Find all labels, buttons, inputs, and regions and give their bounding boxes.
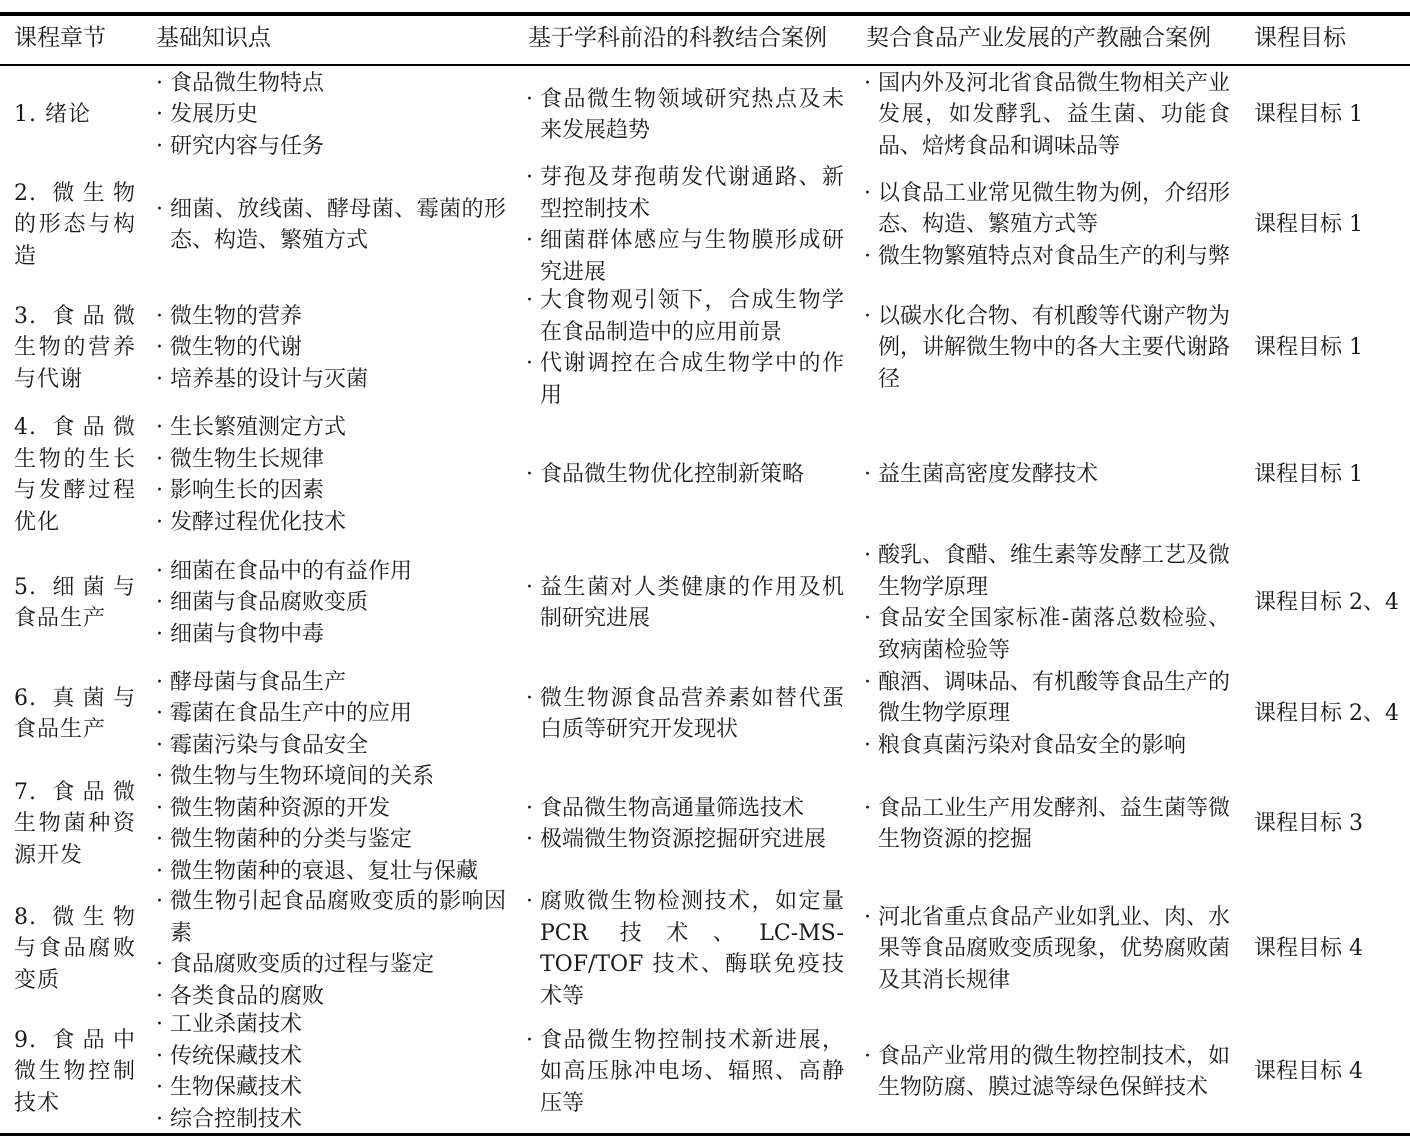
science-case-cell	[526, 762, 844, 886]
bullet-item: · 各类食品的腐败	[156, 981, 506, 1013]
chapter-cell	[14, 1012, 136, 1132]
course-goal-text: 课程目标 1	[1254, 102, 1363, 128]
bullet-item: · 发酵过程优化技术	[156, 507, 506, 539]
bullet-item: · 综合控制技术	[156, 1104, 506, 1136]
course-goal-cell	[1254, 540, 1410, 666]
bullet-item: · 以食品工业常见微生物为例，介绍形态、构造、繁殖方式等	[864, 178, 1230, 241]
bullet-item: · 霉菌在食品生产中的应用	[156, 698, 506, 730]
bullet-item: · 食品产业常用的微生物控制技术，如生物防腐、膜过滤等绿色保鲜技术	[864, 1041, 1230, 1104]
knowledge-cell	[156, 886, 506, 1012]
course-goal-text: 课程目标 3	[1254, 811, 1363, 837]
column-header-knowledge: 基础知识点	[156, 25, 271, 51]
bullet-item: · 酵母菌与食品生产	[156, 667, 506, 699]
knowledge-cell	[156, 540, 506, 666]
course-goal-text: 课程目标 4	[1254, 1059, 1363, 1085]
bullet-item: · 微生物的营养	[156, 301, 506, 333]
chapter-cell	[14, 410, 136, 540]
bullet-item: · 以碳水化合物、有机酸等代谢产物为例，讲解微生物中的各大主要代谢路径	[864, 301, 1230, 396]
course-goal-text: 课程目标 1	[1254, 462, 1363, 488]
chapter-title: 2. 微生物的形态与构造	[14, 180, 136, 269]
course-goal-cell	[1254, 886, 1410, 1012]
chapter-title: 5. 细菌与食品生产	[14, 574, 136, 631]
chapter-cell	[14, 286, 136, 410]
chapter-cell	[14, 762, 136, 886]
course-goal-text: 课程目标 4	[1254, 936, 1363, 962]
course-goal-cell	[1254, 1012, 1410, 1132]
science-case-cell	[526, 886, 844, 1012]
bullet-item: · 生物保藏技术	[156, 1072, 506, 1104]
chapter-title: 1. 绪论	[14, 102, 91, 128]
column-header-science-cases: 基于学科前沿的科教结合案例	[528, 25, 827, 51]
bullet-item: · 微生物与生物环境间的关系	[156, 761, 506, 793]
bullet-item: · 极端微生物资源挖掘研究进展	[526, 824, 844, 856]
knowledge-cell	[156, 666, 506, 762]
table-top-rule	[0, 12, 1410, 16]
chapter-title: 3. 食品微生物的营养与代谢	[14, 303, 136, 392]
industry-case-cell	[864, 666, 1230, 762]
bullet-item: · 细菌群体感应与生物膜形成研究进展	[526, 225, 844, 288]
bullet-item: · 食品安全国家标准-菌落总数检验、致病菌检验等	[864, 603, 1230, 666]
knowledge-cell	[156, 762, 506, 886]
industry-case-cell	[864, 762, 1230, 886]
bullet-item: · 酸乳、食醋、维生素等发酵工艺及微生物学原理	[864, 540, 1230, 603]
bullet-item: · 食品微生物领域研究热点及未来发展趋势	[526, 84, 844, 147]
bullet-item: · 细菌在食品中的有益作用	[156, 556, 506, 588]
knowledge-cell	[156, 66, 506, 164]
bullet-item: · 细菌与食物中毒	[156, 619, 506, 651]
bullet-item: · 河北省重点食品产业如乳业、肉、水果等食品腐败变质现象，优势腐败菌及其消长规律	[864, 902, 1230, 997]
course-goal-cell	[1254, 762, 1410, 886]
bullet-item: · 国内外及河北省食品微生物相关产业发展，如发酵乳、益生菌、功能食品、焙烤食品和调味品等	[864, 68, 1230, 163]
bullet-item: · 传统保藏技术	[156, 1041, 506, 1073]
course-goal-text: 课程目标 1	[1254, 212, 1363, 238]
industry-case-cell	[864, 886, 1230, 1012]
bullet-item: · 食品微生物控制技术新进展，如高压脉冲电场、辐照、高静压等	[526, 1025, 844, 1120]
chapter-title: 9. 食品中微生物控制技术	[14, 1027, 136, 1116]
knowledge-cell	[156, 286, 506, 410]
industry-case-cell	[864, 286, 1230, 410]
bullet-item: · 发展历史	[156, 99, 506, 131]
bullet-item: · 工业杀菌技术	[156, 1009, 506, 1041]
course-goal-cell	[1254, 286, 1410, 410]
bullet-item: · 大食物观引领下，合成生物学在食品制造中的应用前景	[526, 285, 844, 348]
bullet-item: · 食品工业生产用发酵剂、益生菌等微生物资源的挖掘	[864, 793, 1230, 856]
industry-case-cell	[864, 164, 1230, 286]
chapter-cell	[14, 886, 136, 1012]
bullet-item: · 微生物源食品营养素如替代蛋白质等研究开发现状	[526, 683, 844, 746]
column-header-chapter: 课程章节	[14, 25, 106, 51]
knowledge-cell	[156, 1012, 506, 1132]
bullet-item: · 食品微生物优化控制新策略	[526, 459, 844, 491]
bullet-item: · 微生物繁殖特点对食品生产的利与弊	[864, 241, 1230, 273]
bullet-item: · 食品微生物特点	[156, 68, 506, 100]
industry-case-cell	[864, 66, 1230, 164]
chapter-cell	[14, 164, 136, 286]
chapter-cell	[14, 540, 136, 666]
chapter-title: 8. 微生物与食品腐败变质	[14, 904, 136, 993]
bullet-item: · 研究内容与任务	[156, 131, 506, 163]
bullet-item: · 益生菌对人类健康的作用及机制研究进展	[526, 572, 844, 635]
chapter-title: 6. 真菌与食品生产	[14, 685, 136, 742]
course-goal-text: 课程目标 1	[1254, 335, 1363, 361]
bullet-item: · 微生物菌种的衰退、复壮与保藏	[156, 856, 506, 888]
bullet-item: · 微生物的代谢	[156, 332, 506, 364]
bullet-item: · 微生物引起食品腐败变质的影响因素	[156, 886, 506, 949]
course-goal-cell	[1254, 410, 1410, 540]
science-case-cell	[526, 164, 844, 286]
column-header-industry-cases: 契合食品产业发展的产教融合案例	[866, 25, 1211, 51]
bullet-item: · 微生物生长规律	[156, 444, 506, 476]
column-header-course-goal: 课程目标	[1254, 25, 1346, 51]
industry-case-cell	[864, 540, 1230, 666]
course-goal-text: 课程目标 2、4	[1254, 701, 1399, 727]
bullet-item: · 微生物菌种资源的开发	[156, 793, 506, 825]
bullet-item: · 芽孢及芽孢萌发代谢通路、新型控制技术	[526, 162, 844, 225]
chapter-cell	[14, 666, 136, 762]
knowledge-cell	[156, 164, 506, 286]
bullet-item: · 霉菌污染与食品安全	[156, 730, 506, 762]
chapter-title: 4. 食品微生物的生长与发酵过程优化	[14, 415, 136, 535]
bullet-item: · 酿酒、调味品、有机酸等食品生产的微生物学原理	[864, 667, 1230, 730]
science-case-cell	[526, 410, 844, 540]
bullet-item: · 食品微生物高通量筛选技术	[526, 793, 844, 825]
chapter-cell	[14, 66, 136, 164]
course-goal-cell	[1254, 66, 1410, 164]
bullet-item: · 益生菌高密度发酵技术	[864, 459, 1230, 491]
knowledge-cell	[156, 410, 506, 540]
course-goal-cell	[1254, 164, 1410, 286]
bullet-item: · 粮食真菌污染对食品安全的影响	[864, 730, 1230, 762]
bullet-item: · 代谢调控在合成生物学中的作用	[526, 348, 844, 411]
science-case-cell	[526, 540, 844, 666]
chapter-title: 7. 食品微生物菌种资源开发	[14, 779, 136, 868]
bullet-item: · 生长繁殖测定方式	[156, 412, 506, 444]
industry-case-cell	[864, 410, 1230, 540]
science-case-cell	[526, 286, 844, 410]
bullet-item: · 食品腐败变质的过程与鉴定	[156, 949, 506, 981]
industry-case-cell	[864, 1012, 1230, 1132]
bullet-item: · 影响生长的因素	[156, 475, 506, 507]
science-case-cell	[526, 1012, 844, 1132]
course-goal-cell	[1254, 666, 1410, 762]
bullet-item: · 培养基的设计与灭菌	[156, 364, 506, 396]
bullet-item: · 腐败微生物检测技术，如定量 PCR 技术、LC-MS-TOF/TOF 技术、酶联免疫技术等	[526, 886, 844, 1012]
bullet-item: · 细菌与食品腐败变质	[156, 587, 506, 619]
course-goal-text: 课程目标 2、4	[1254, 590, 1399, 616]
science-case-cell	[526, 66, 844, 164]
bullet-item: · 细菌、放线菌、酵母菌、霉菌的形态、构造、繁殖方式	[156, 194, 506, 257]
science-case-cell	[526, 666, 844, 762]
bullet-item: · 微生物菌种的分类与鉴定	[156, 824, 506, 856]
